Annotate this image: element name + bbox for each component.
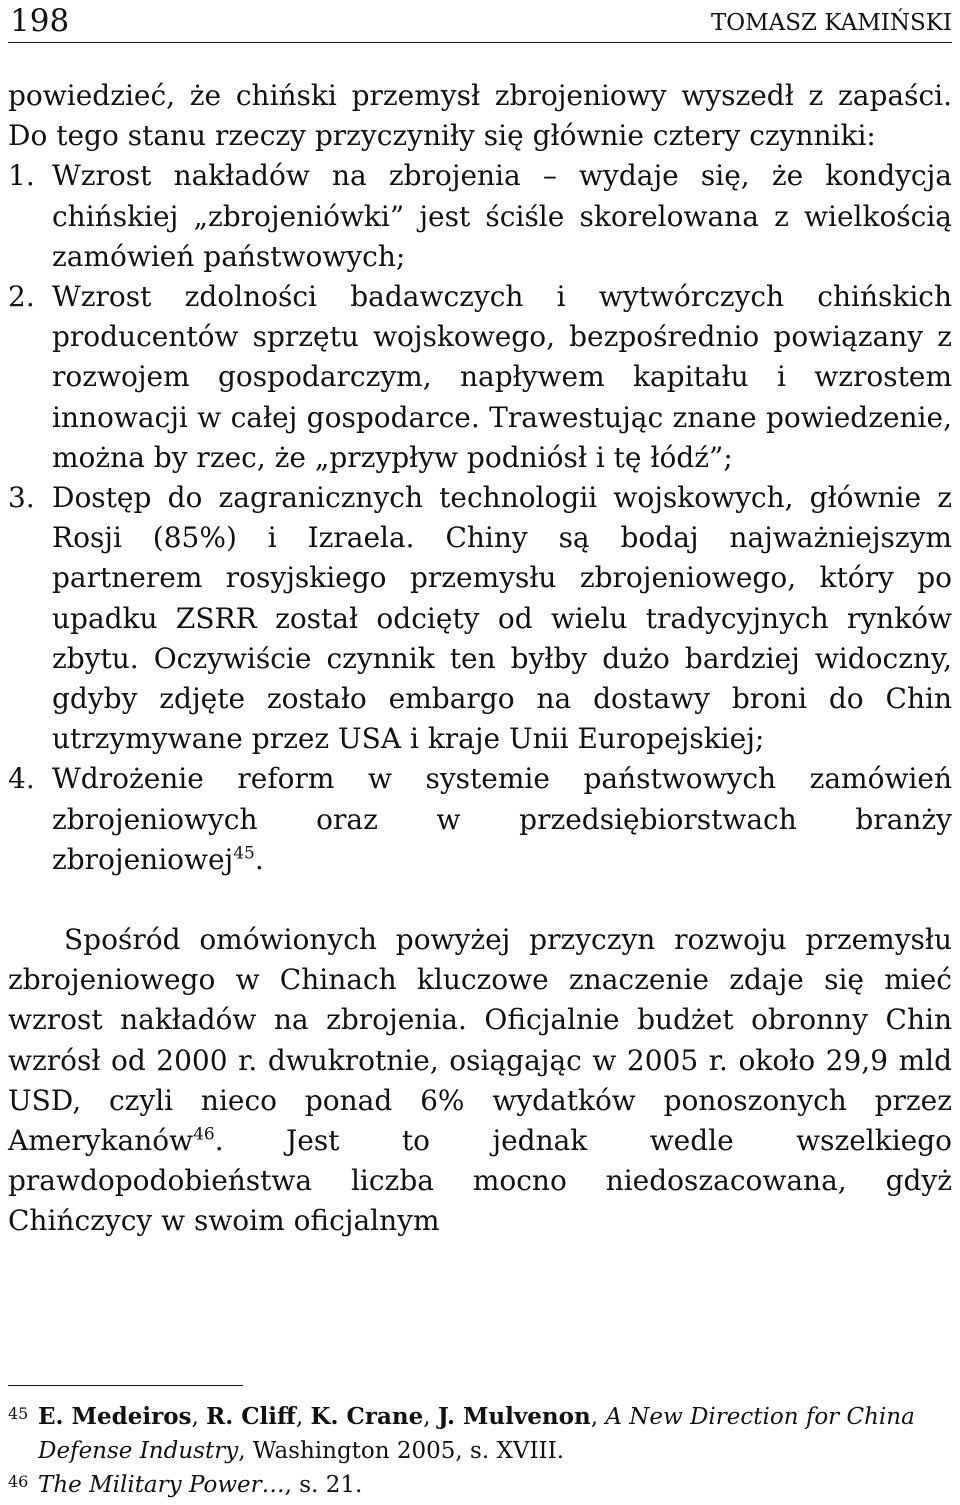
running-head: TOMASZ KAMIŃSKI (710, 10, 952, 36)
footnote-divider (8, 1385, 243, 1386)
list-item-number: 1. (8, 159, 35, 193)
footnote-rest: , Washington 2005, s. XVIII. (238, 1438, 565, 1464)
footnote-title: A New Direction for China Defense Industry (38, 1404, 915, 1464)
main-paragraph (8, 920, 952, 1242)
list-item-number: 4. (8, 762, 35, 796)
list-item-tail: . (254, 842, 264, 876)
list-item-text: Wzrost zdolności badawczych i wytwórczych chińskich producentów sprzętu wojskowego, bezpośrednio powiązany z rozwojem gospodarczym, napływem kapitału i wzrostem innowacji w całej gospodarce. Trawestując znane powiedzenie, można by rzec, że „przypływ podniósł i tę łódź”; (52, 280, 952, 474)
footnote-author: E. Medeiros (38, 1403, 192, 1430)
footnote-title: The Military Power… (38, 1472, 285, 1498)
list-item-text: Wzrost nakładów na zbrojenia – wydaje się, że kondycja chińskiej „zbrojeniówki” jest ściśle skorelowana z wielkością zamówień państwowych; (52, 159, 952, 273)
body-text (8, 76, 952, 1242)
footnote-number: 45 (8, 1404, 29, 1423)
page-header (8, 2, 952, 43)
footnote-46 (8, 1468, 952, 1502)
paragraph-text-1: Spośród omówionych powyżej przyczyn rozwoju przemysłu zbrojeniowego w Chinach kluczowe znaczenie zdaje się mieć wzrost nakładów na zbrojenia. Oficjalnie budżet obronny Chin wzrósł od 2000 r. dwukrotnie, osiągając w 2005 r. około 29,9 mld USD, czyli nieco ponad 6% wydatków ponoszonych przez Amerykanów (8, 923, 952, 1158)
list-item (8, 277, 952, 478)
footnote-separator: , (191, 1404, 207, 1430)
list-item-number: 2. (8, 280, 35, 314)
footnote-author: R. Cliff (206, 1403, 296, 1430)
footnotes (8, 1400, 952, 1502)
footnote-rest: , s. 21. (284, 1472, 363, 1498)
list-item (8, 478, 952, 759)
list-item-text: Dostęp do zagranicznych technologii wojskowych, głównie z Rosji (85%) i Izraela. Chiny są bodaj najważniejszym partnerem rosyjskiego przemysłu zbrojeniowego, który po upadku ZSRR został odcięty od wielu tradycyjnych rynków zbytu. Oczywiście czynnik ten byłby dużo bardziej widoczny, gdyby zdjęte zostało embargo na dostawy broni do Chin utrzymywane przez USA i kraje Unii Europejskiej; (52, 481, 952, 756)
intro-paragraph: powiedzieć, że chiński przemysł zbrojeniowy wyszedł z zapaści. Do tego stanu rzeczy przyczyniły się głównie cztery czynniki: (8, 79, 952, 153)
footnote-separator: , (590, 1404, 606, 1430)
footnote-author: K. Crane (310, 1403, 424, 1430)
footnote-ref-46[interactable]: 46 (193, 1124, 215, 1145)
footnote-number: 46 (8, 1472, 29, 1491)
list-item-number: 3. (8, 481, 35, 515)
list-item (8, 759, 952, 880)
list-item-text: Wdrożenie reform w systemie państwowych zamówień zbrojeniowych oraz w przedsiębiorstwach branży zbrojeniowej (52, 762, 952, 876)
footnote-45 (8, 1400, 952, 1468)
paragraph-text-2: . Jest to jednak wedle wszelkiego prawdopodobieństwa liczba mocno niedoszacowana, gdyż Chińczycy w swoim oficjalnym (8, 1124, 952, 1238)
page-number: 198 (10, 3, 70, 39)
footnote-separator: , (295, 1404, 311, 1430)
footnote-author: J. Mulvenon (437, 1403, 591, 1430)
list-item (8, 156, 952, 277)
footnote-ref-45[interactable]: 45 (233, 843, 255, 864)
factors-list (8, 156, 952, 880)
footnote-separator: , (423, 1404, 438, 1430)
